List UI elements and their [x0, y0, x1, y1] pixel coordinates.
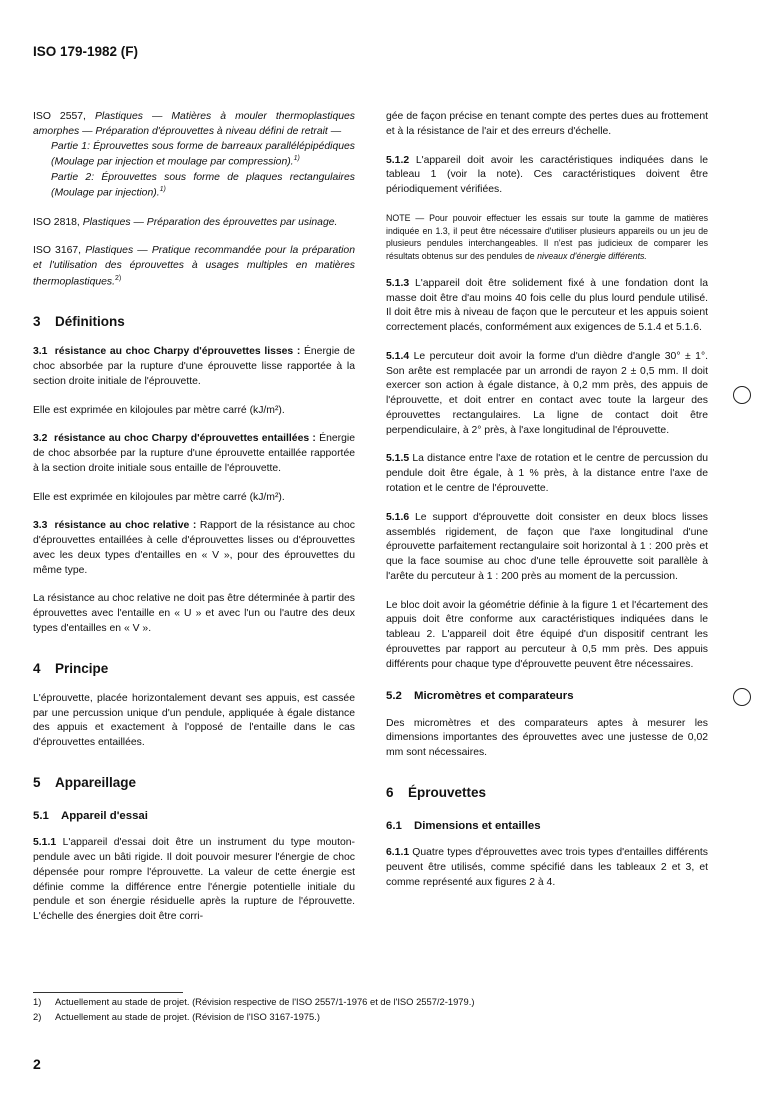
definition-3-3-note: La résistance au choc relative ne doit pas être déterminée à partir des éprouvettes avec l'entaille en « U » et avec l'un ou l'autre des deux types d'entailles en « V ». — [33, 593, 355, 634]
reference-iso-2557: ISO 2557, Plastiques — Matières à mouler thermoplastiques amorphes — Préparation d'éprouvettes à niveau défini de retrait — Partie 1: Éprouvettes sous forme de barreaux parallélépipédiques (Moulage par injection et moulage par compression).$^{1)}$ Partie 2: Éprouvettes sous forme de plaques rectangulaires (Moulage par injection).$^{1)}$ — [33, 111, 355, 199]
section-5-heading: 5 Appareillage — [33, 774, 137, 790]
definition-3-2-unit: Elle est exprimée en kilojoules par mètre carré (kJ/m²). — [33, 491, 285, 503]
paragraph-5-1-6: 5.1.6 Le support d'éprouvette doit consister en deux blocs lisses assemblés rigidement, de façon que l'axe longitudinal d'une éprouvette parfaitement rectangulaire soit horizontal à 1 : 200 près et que la face soumise au choc d'une telle éprouvette soit parallèle à l'arête du percuteur à 1 : 200 près au moment de la percussion. — [386, 511, 708, 582]
paragraph-5-1-1-continued: gée de façon précise en tenant compte des pertes dues au frottement et à la résistance de l'air et des erreurs d'échelle. — [386, 111, 708, 137]
paragraph-5-1-1: 5.1.1 L'appareil d'essai doit être un instrument du type mouton-pendule avec un bâti rigide. Il doit pouvoir mesurer l'énergie de choc dépensée pour rompre l'éprouvette. La valeur de cette énergie est définie comme la différence entre l'énergie potentielle initiale du pendule et son énergie résiduelle après la rupture de l'éprouvette. L'échelle des énergies doit être corri- — [33, 837, 355, 923]
section-5-2-text: Des micromètres et des comparateurs aptes à mesurer les dimensions importantes des éprouvettes avec une justesse de 0,02 mm sont nécessaires. — [386, 717, 708, 759]
reference-iso-3167: ISO 3167, Plastiques — Pratique recommandée pour la préparation et l'utilisation des éprouvettes à usages multiples en matières thermoplastiques.$^{2)}$ — [33, 245, 355, 288]
note: NOTE — Pour pouvoir effectuer les essais sur toute la gamme de matières indiquée en 1.3, il peut être nécessaire d'utiliser plusieurs appareils ou un jeu de plusieurs pendules interchangeables. Il n'est pas judicieux de comparer les résultats obtenus sur des pendules de niveaux d'énergie différents. — [386, 212, 708, 262]
definition-3-1: 3.1 résistance au choc Charpy d'éprouvettes lisses : Énergie de choc absorbée par la rupture d'une éprouvette lisse rapportée à la section droite initiale de l'éprouvette. — [33, 346, 355, 387]
paragraph-6-1-1: 6.1.1 Quatre types d'éprouvettes avec trois types d'entailles différents peuvent être utilisés, comme spécifié dans les tableaux 2 et 3, et comme représenté aux figures 2 à 4. — [386, 847, 708, 888]
section-4-text: L'éprouvette, placée horizontalement devant ses appuis, est cassée par une percussion unique d'un pendule, appliquée à égale distance des appuis et exactement à l'opposé de l'entaille dans le cas d'éprouvettes entaillées. — [33, 692, 355, 749]
right-column — [386, 110, 708, 905]
footnote-rule — [33, 992, 183, 993]
definition-3-2: 3.2 résistance au choc Charpy d'éprouvettes entaillées : Énergie de choc absorbée par la rupture d'une éprouvette entaillée rapportée à la section droite initiale sous entaille de l'éprouvette. — [33, 433, 355, 474]
page-header: ISO 179-1982 (F) — [33, 44, 139, 59]
section-5-2-heading: 5.2 Micromètres et comparateurs — [386, 690, 574, 703]
paragraph-5-1-4: 5.1.4 Le percuteur doit avoir la forme d'un dièdre d'angle 30° ± 1°. Son arête est remplacée par un arrondi de rayon 2 ± 0,5 mm. Il doit exercer son action à égale distance, à 0,2 mm près, des appuis de l'éprouvette, et doit entrer en contact avec toute la largeur des éprouvettes rectangulaires. La ligne de contact doit être perpendiculaire, à 2° près, à l'axe longitudinal de l'éprouvette. — [386, 350, 708, 436]
left-column — [33, 110, 355, 939]
paragraph-5-1-6-b: Le bloc doit avoir la géométrie définie à la figure 1 et l'écartement des appuis doit être conforme aux caractéristiques indiquées dans le tableau 2. L'appareil doit être équipé d'un dispositif centrant les éprouvettes par rapport au percuteur à 0,5 mm près. Des appuis différents pour chaque type d'éprouvette peuvent être nécessaires. — [386, 599, 708, 670]
page-number: 2 — [33, 1056, 41, 1072]
paragraph-5-1-2: 5.1.2 L'appareil doit avoir les caractéristiques indiquées dans le tableau 1 (voir la note). Ces caractéristiques doivent être périodiquement vérifiées. — [386, 154, 708, 196]
section-6-1-heading: 6.1 Dimensions et entailles — [386, 820, 541, 833]
footnote-1: 1) Actuellement au stade de projet. (Révision respective de l'ISO 2557/1-1976 et de l'ISO 2557/2-1979.) — [33, 996, 475, 1007]
punch-hole-icon — [733, 386, 751, 404]
section-3-heading: 3 Définitions — [33, 314, 125, 330]
footnote-2: 2) Actuellement au stade de projet. (Révision de l'ISO 3167-1975.) — [33, 1011, 320, 1022]
paragraph-5-1-5: 5.1.5 La distance entre l'axe de rotation et le centre de percussion du pendule doit être égale, à 1 % près, à la distance entre l'axe de rotation et le centre de l'éprouvette. — [386, 453, 708, 495]
definition-3-1-unit: Elle est exprimée en kilojoules par mètre carré (kJ/m²). — [33, 404, 285, 416]
definition-3-3: 3.3 résistance au choc relative : Rapport de la résistance au choc d'éprouvettes entaillées à celle d'éprouvettes lisses ou d'éprouvettes avec les deux types d'entailles en « V », pour des éprouvettes du même type. — [33, 520, 355, 576]
section-6-heading: 6 Éprouvettes — [386, 784, 487, 800]
paragraph-5-1-3: 5.1.3 L'appareil doit être solidement fixé à une fondation dont la masse doit être d'au moins 40 fois celle du plus lourd pendule utilisé. Il doit être mis à niveau de façon que le percuteur et les appuis soient correctement placés, conformément aux exigences de 5.1.4 et 5.1.6. — [386, 277, 708, 334]
reference-iso-2818: ISO 2818, Plastiques — Préparation des éprouvettes par usinage. — [33, 216, 338, 228]
punch-hole-icon — [733, 688, 751, 706]
section-5-1-heading: 5.1 Appareil d'essai — [33, 810, 148, 823]
section-4-heading: 4 Principe — [33, 660, 109, 676]
